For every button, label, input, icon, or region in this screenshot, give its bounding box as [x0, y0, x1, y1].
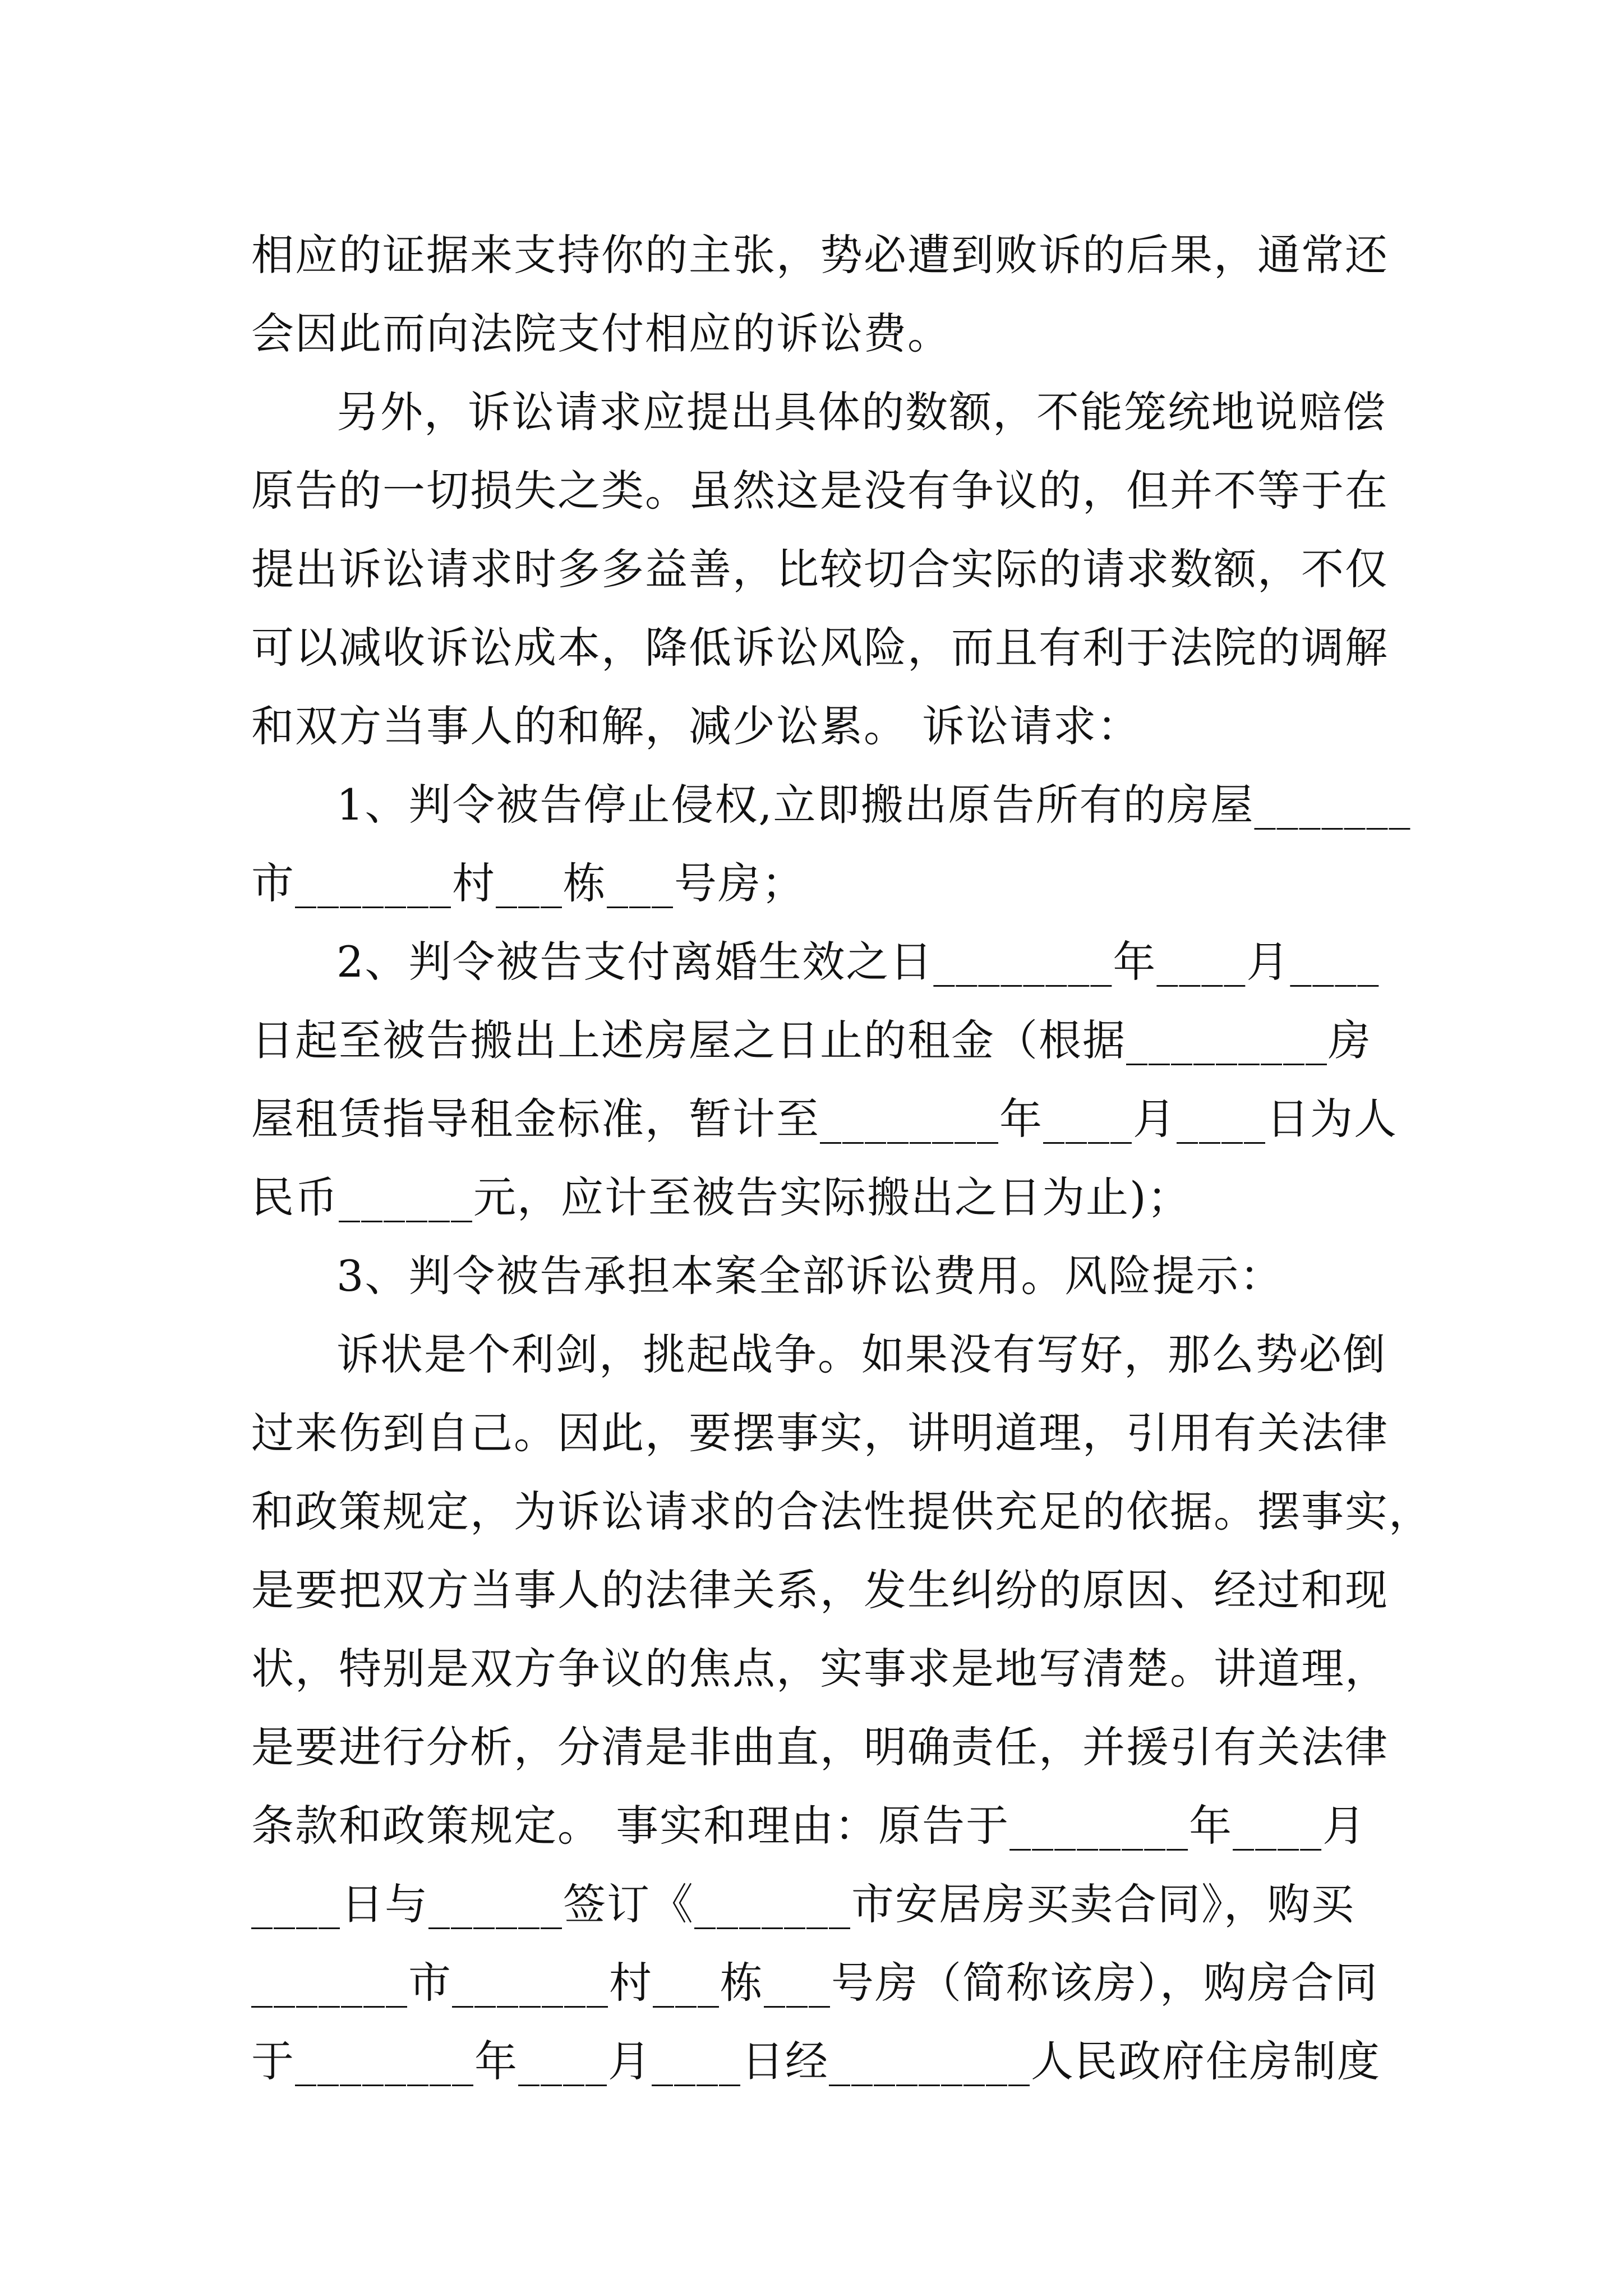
- text-line: 相应的证据来支持你的主张，势必遭到败诉的后果，通常还: [251, 230, 1389, 280]
- text-line: 另外，诉讼请求应提出具体的数额，不能笼统地说赔偿: [336, 387, 1386, 437]
- text-line: 3、判令被告承担本案全部诉讼费用。风险提示：: [336, 1251, 1284, 1301]
- text-line: 是要把双方当事人的法律关系，发生纠纷的原因、经过和现: [251, 1565, 1389, 1615]
- text-line: 诉状是个利剑，挑起战争。如果没有写好，那么势必倒: [336, 1329, 1386, 1379]
- text-line: _______市_______村___栋___号房（简称该房），购房合同: [251, 1958, 1378, 2008]
- text-line: ____日与______签订《_______市安居房买卖合同》，购买: [251, 1879, 1355, 1929]
- text-line: 条款和政策规定。 事实和理由：原告于________年____月: [251, 1801, 1367, 1851]
- text-line: 和政策规定，为诉讼请求的合法性提供充足的依据。摆事实，: [251, 1487, 1432, 1536]
- text-line: 市_______村___栋___号房；: [251, 858, 805, 908]
- text-line: 过来伤到自己。因此，要摆事实，讲明道理，引用有关法律: [251, 1408, 1389, 1458]
- text-line: 于________年____月____日经_________人民政府住房制度: [251, 2036, 1381, 2086]
- text-line: 2、判令被告支付离婚生效之日________年____月____: [336, 937, 1380, 987]
- text-line: 可以减收诉讼成本，降低诉讼风险，而且有利于法院的调解: [251, 623, 1389, 673]
- text-line: 原告的一切损失之类。虽然这是没有争议的，但并不等于在: [251, 466, 1389, 516]
- text-line: 提出诉讼请求时多多益善，比较切合实际的请求数额，不仅: [251, 544, 1389, 594]
- text-line: 状，特别是双方争议的焦点，实事求是地写清楚。讲道理，: [251, 1644, 1389, 1694]
- text-line: 民币______元，应计至被告实际搬出之日为止)；: [251, 1172, 1191, 1222]
- text-line: 屋租赁指导租金标准，暂计至________年____月____日为人: [251, 1094, 1398, 1144]
- text-line: 1、判令被告停止侵权,立即搬出原告所有的房屋_______: [336, 780, 1412, 830]
- text-line: 是要进行分析，分清是非曲直，明确责任，并援引有关法律: [251, 1722, 1389, 1772]
- text-line: 和双方当事人的和解，减少讼累。 诉讼请求：: [251, 701, 1141, 751]
- text-line: 会因此而向法院支付相应的诉讼费。: [251, 309, 951, 358]
- text-line: 日起至被告搬出上述房屋之日止的租金（根据_________房: [251, 1015, 1372, 1065]
